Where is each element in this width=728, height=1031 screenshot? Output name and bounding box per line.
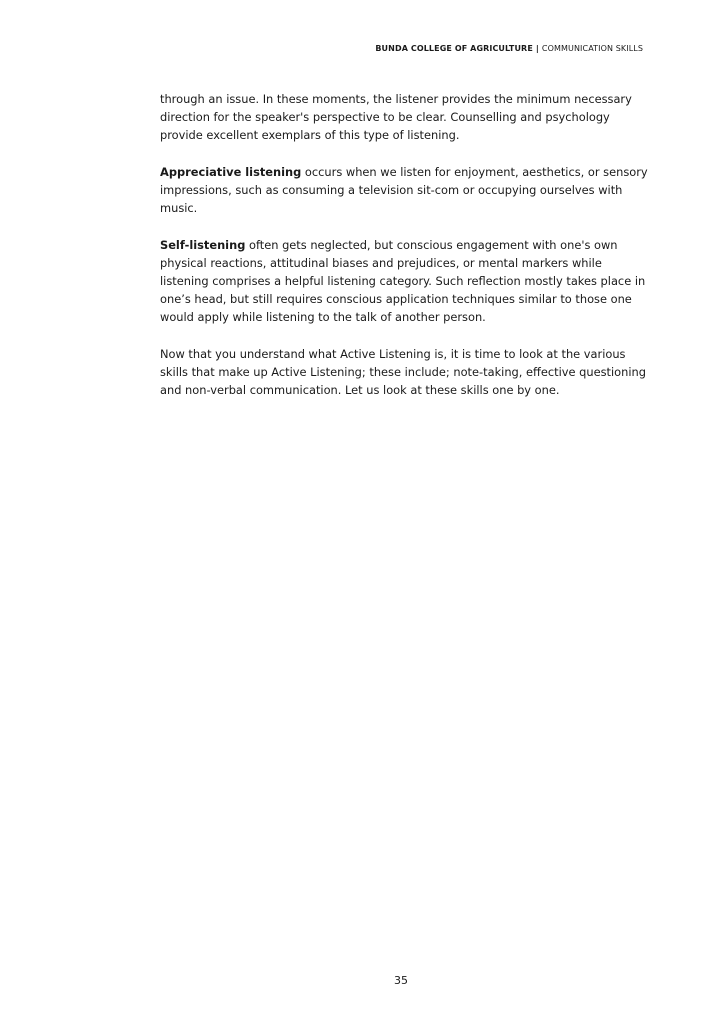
paragraph-text: through an issue. In these moments, the listener provides the minimum necessary direction for the speaker's perspective to be clear. Counselling and psychology provide excellent exemplars of this type of listening. xyxy=(160,92,632,143)
page-number: 35 xyxy=(394,974,408,987)
header-course-name: COMMUNICATION SKILLS xyxy=(541,44,643,53)
paragraph-continuation xyxy=(160,90,652,145)
paragraph-text: often gets neglected, but conscious engagement with one's own physical reactions, attitudinal biases and prejudices, or mental markers while listening comprises a helpful listening category. Such reflection mostly takes place in one’s head, but still requires conscious application techniques similar to those one would apply while listening to the talk of another person. xyxy=(160,237,646,325)
running-header xyxy=(0,44,643,53)
term-appreciative-listening: Appreciative listening xyxy=(160,164,302,179)
paragraph-appreciative-listening xyxy=(160,163,652,218)
header-separator: | xyxy=(535,44,539,53)
paragraph-text: occurs when we listen for enjoyment, aesthetics, or sensory impressions, such as consuming a television sit-com or occupying ourselves with music. xyxy=(160,164,648,216)
term-self-listening: Self-listening xyxy=(160,237,246,252)
header-college-name: BUNDA COLLEGE OF AGRICULTURE xyxy=(375,44,533,53)
paragraph-self-listening xyxy=(160,236,652,327)
paragraph-active-listening-skills xyxy=(160,345,652,400)
body-text xyxy=(160,90,652,418)
paragraph-text: Now that you understand what Active Listening is, it is time to look at the various skills that make up Active Listening; these include; note-taking, effective questioning and non-verbal communication. Let us look at these skills one by one. xyxy=(160,346,646,398)
